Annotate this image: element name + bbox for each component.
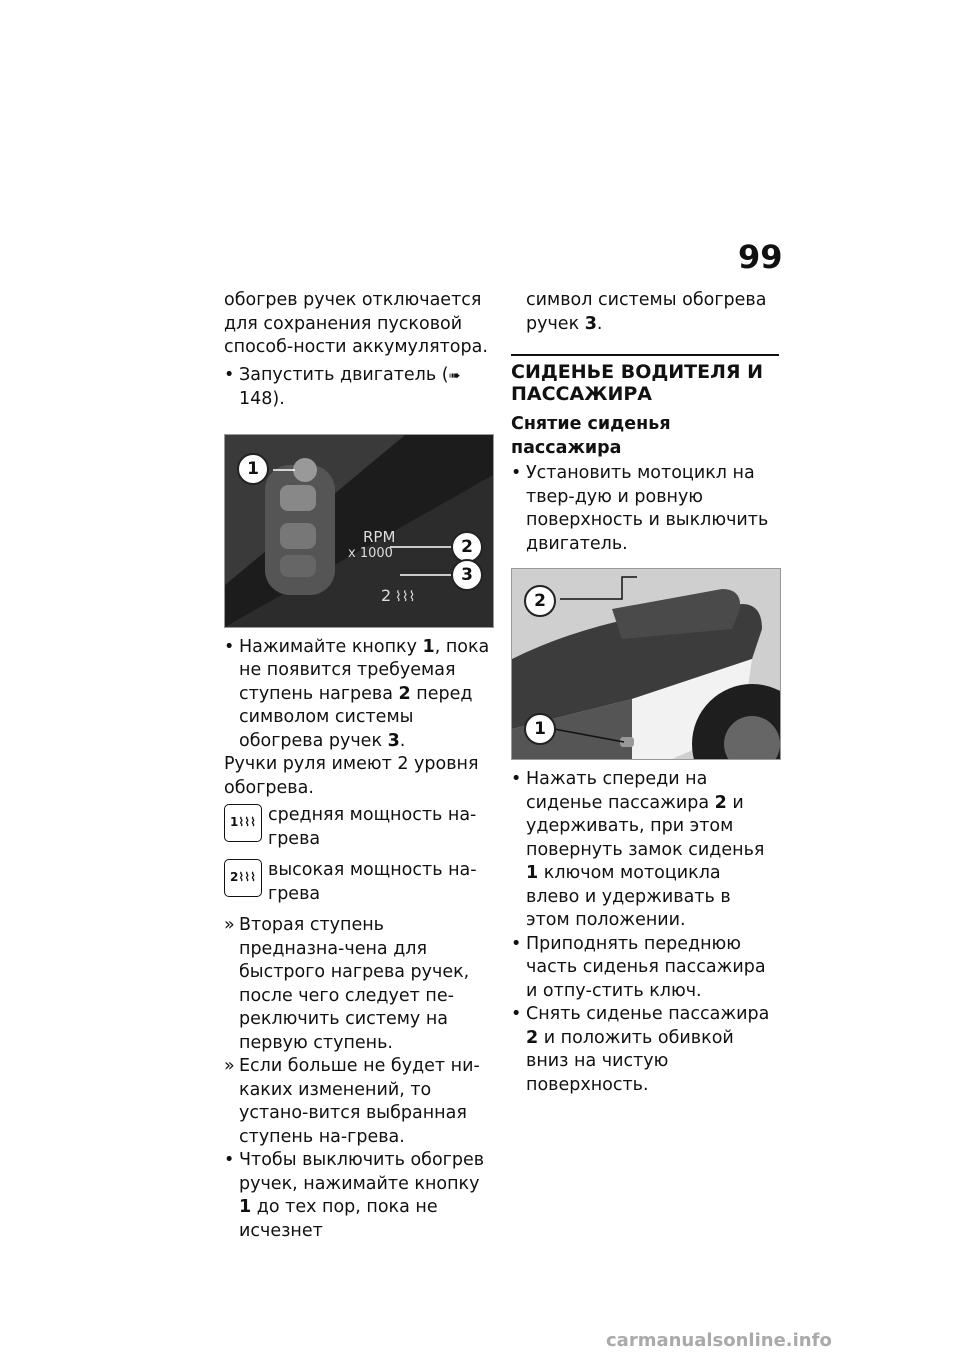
list-item (511, 1003, 779, 1097)
level-row (224, 804, 494, 851)
list-item (511, 933, 779, 1004)
rpm-multiplier: x 1000 (348, 545, 393, 561)
bullet: • (224, 636, 235, 657)
callout-1: 1 (524, 713, 556, 745)
level-description: высокая мощность на-грева (268, 860, 477, 904)
list-item (224, 636, 494, 754)
switch-off-text: Чтобы выключить обогрев ручек, нажимайте кнопку 1 до тех пор, пока не исчезнет (239, 1150, 485, 1241)
step-text: Приподнять переднюю часть сиденья пассажира и отпу-стить ключ. (526, 933, 766, 1001)
callout-1: 1 (237, 453, 269, 485)
result-text: Если больше не будет ни-каких изменений, то устано-вится выбранная ступень на-грева. (239, 1056, 480, 1147)
list-item (511, 768, 779, 933)
continued-text: символ системы обогрева ручек 3. (526, 290, 767, 334)
list-item (224, 1149, 494, 1243)
bullet: • (224, 1150, 235, 1170)
result-arrow-icon: » (224, 915, 235, 935)
step-text: Установить мотоцикл на твер-дую и ровную поверхность и выключить двигатель. (526, 463, 769, 554)
arrow-ref-icon: ➠ (448, 367, 461, 384)
list-item (224, 914, 494, 1055)
section-heading: СИДЕНЬЕ ВОДИТЕЛЯ И ПАССАЖИРА (511, 354, 779, 405)
levels-intro: Ручки руля имеют 2 уровня обогрева. (224, 754, 479, 798)
page-number: 99 (738, 238, 783, 276)
step-text: Снять сиденье пассажира 2 и положить обивкой вниз на чистую поверхность. (526, 1004, 770, 1095)
list-item (224, 364, 494, 412)
heat-level-1-icon: 1 ⌇⌇⌇ (224, 804, 262, 842)
start-engine-text: Запустить двигатель (➠ 148). (239, 364, 461, 409)
bullet: • (511, 463, 522, 483)
bullet: • (511, 933, 522, 954)
watermark[interactable]: carmanualsonline.info (606, 1330, 832, 1351)
intro-paragraph: обогрев ручек отключается для сохранения пусковой способ-ности аккумулятора. (224, 290, 488, 357)
right-column (511, 289, 779, 1097)
callout-2: 2 (524, 585, 556, 617)
callout-2: 2 (451, 531, 483, 563)
bullet: • (224, 364, 235, 385)
left-column (224, 289, 494, 1243)
callout-3: 3 (451, 559, 483, 591)
step-text: Нажать спереди на сиденье пассажира 2 и удерживать, при этом повернуть замок сиденья 1 ключом мотоцикла влево и удерживать в этом положении. (526, 769, 765, 930)
heat-level-2-icon: 2 ⌇⌇⌇ (224, 859, 262, 897)
subsection-heading: Снятие сиденья пассажира (511, 414, 671, 458)
level-row (224, 859, 494, 906)
level-description: средняя мощность на-грева (268, 805, 477, 849)
result-arrow-icon: » (224, 1056, 235, 1076)
page-ref-link[interactable]: 148 (239, 389, 273, 409)
press-button-text: Нажимайте кнопку 1, пока не появится требуемая ступень нагрева 2 перед символом системы обогрева ручек 3. (239, 636, 490, 751)
bullet: • (511, 1004, 522, 1024)
list-item (511, 462, 779, 556)
seat-figure (511, 568, 781, 760)
heating-level-digit: 2 (381, 585, 392, 605)
result-text: Вторая ступень предназна-чена для быстрого нагрева ручек, после чего следует пе-реключить систему на первую ступень. (239, 915, 470, 1053)
list-item (224, 1055, 494, 1149)
bullet: • (511, 769, 522, 789)
rpm-label: RPM (363, 527, 396, 546)
handlebar-figure (224, 434, 494, 628)
grip-heater-icon: ⌇⌇⌇ (395, 588, 416, 605)
